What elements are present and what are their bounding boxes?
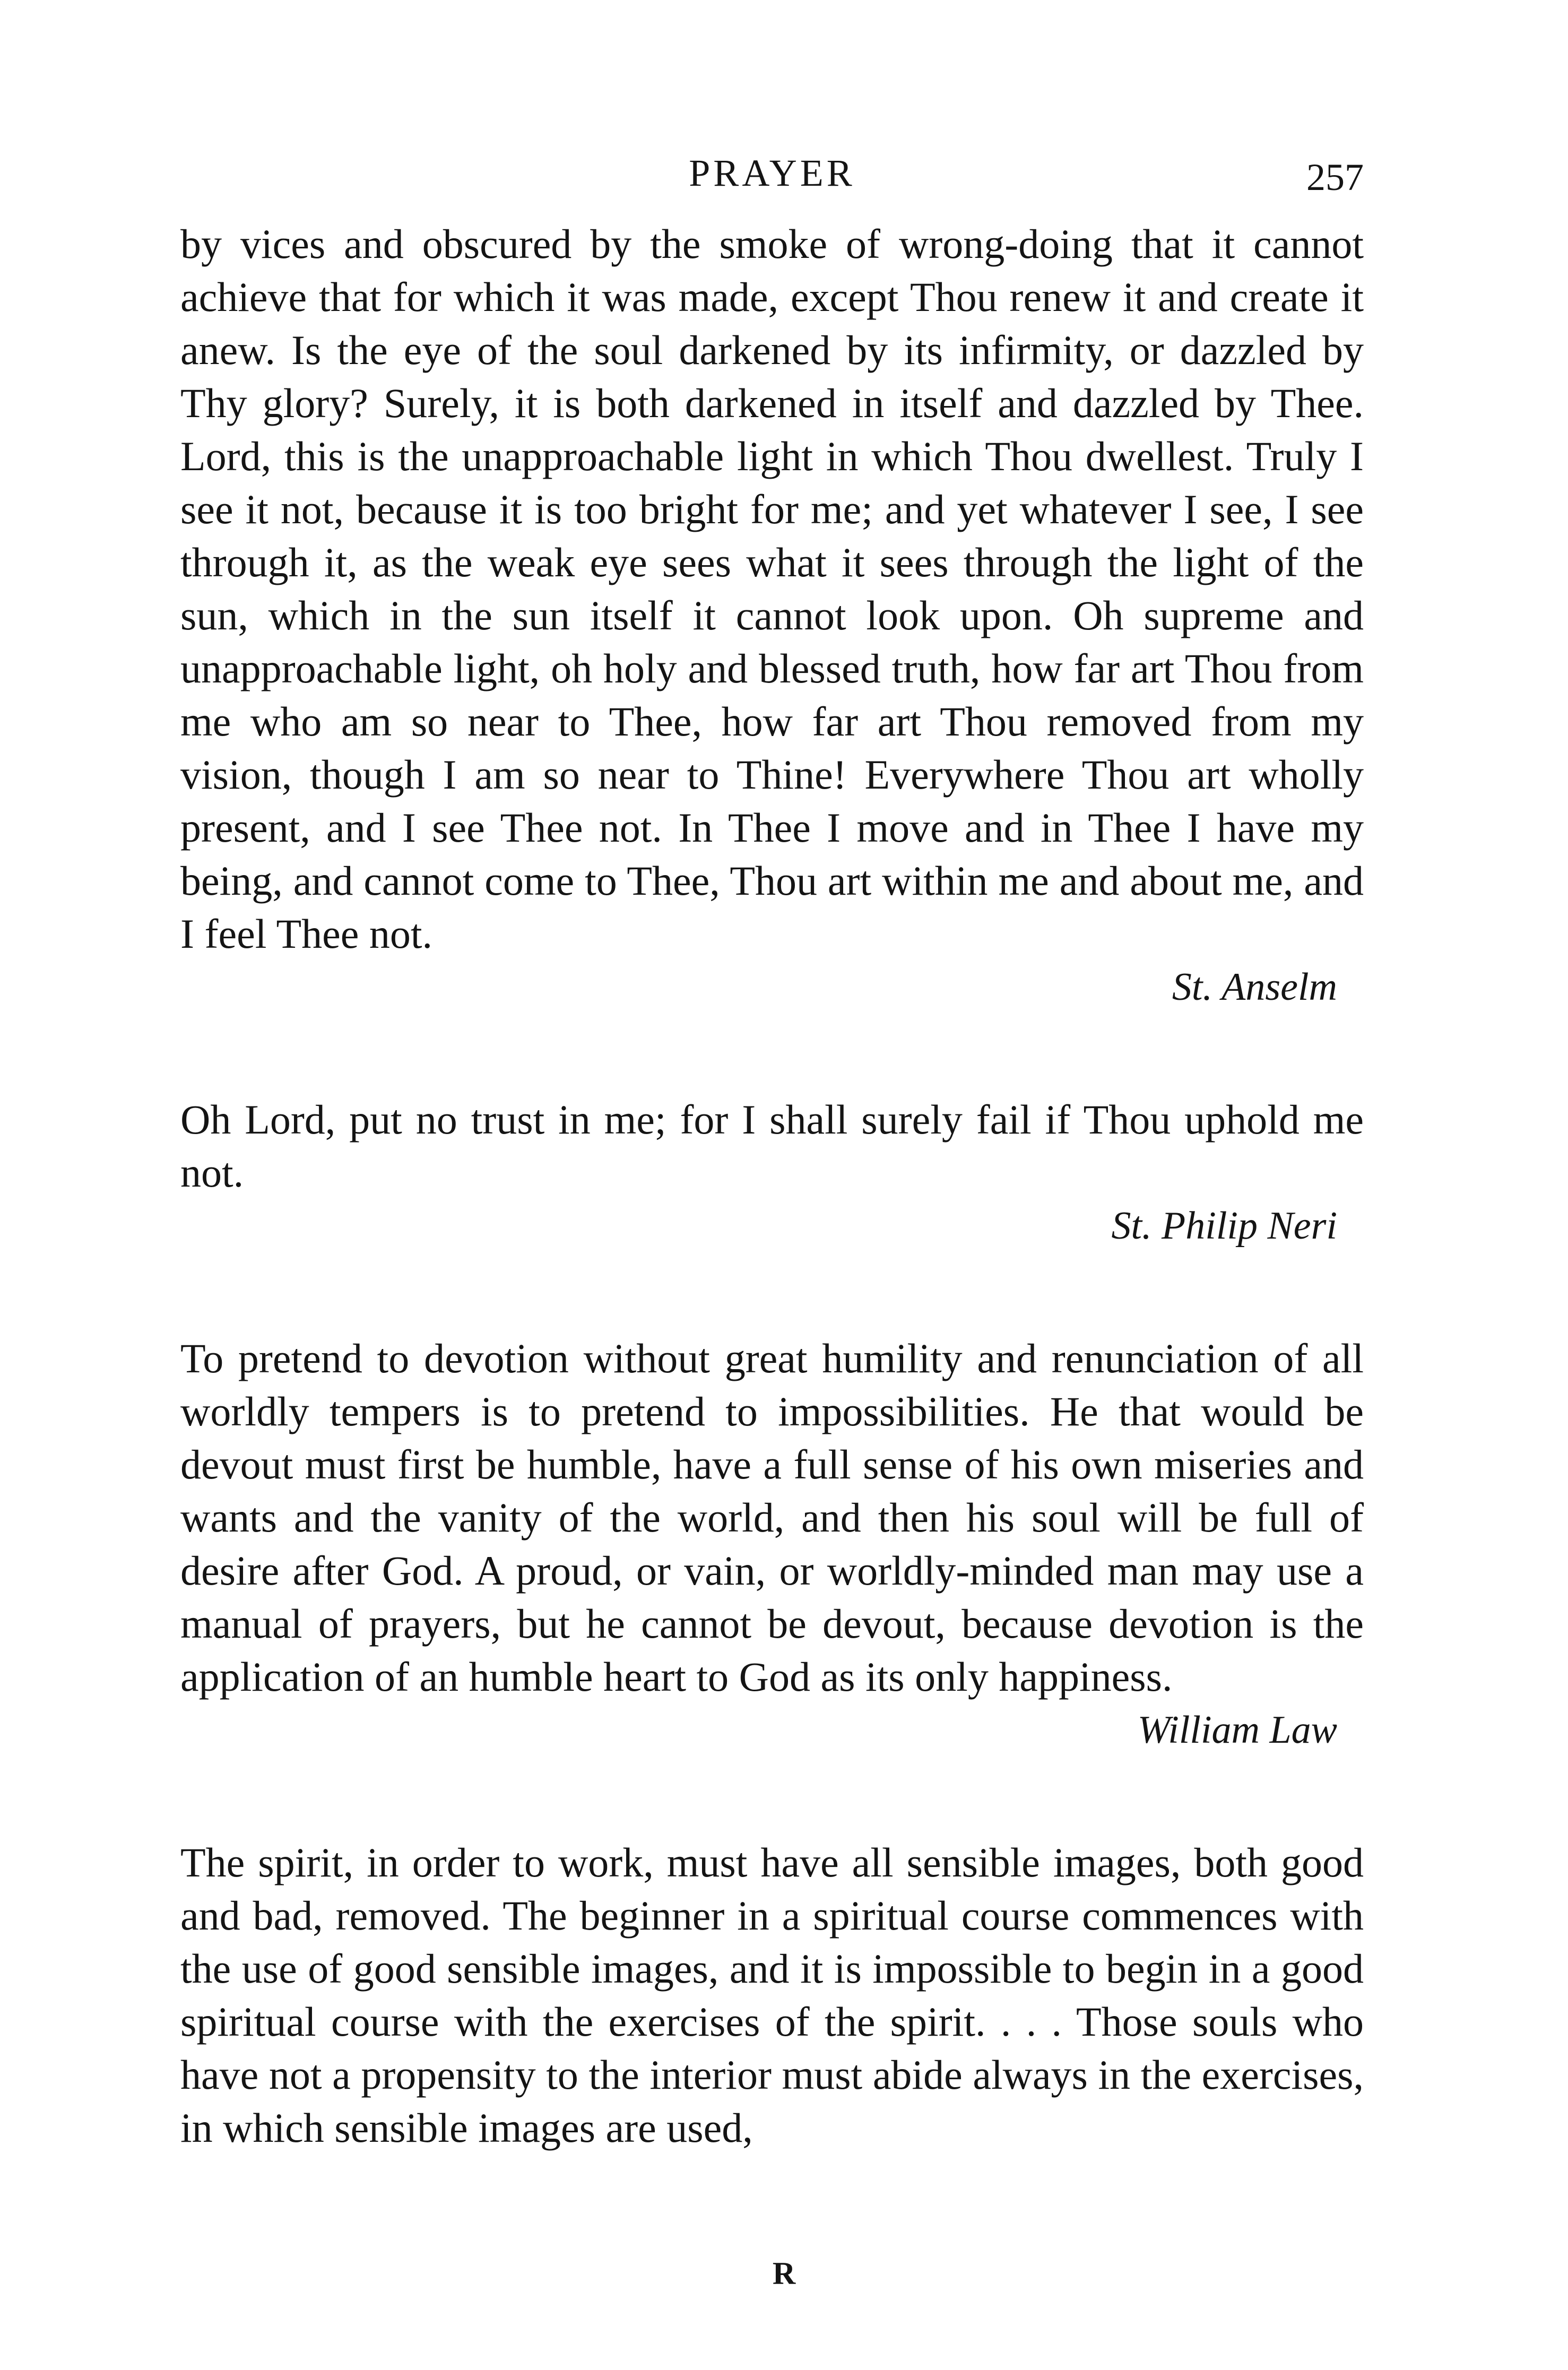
running-title: PRAYER (689, 152, 855, 194)
passage-divider (180, 1757, 1364, 1836)
passage-neri: Oh Lord, put no trust in me; for I shall surely fail if Thou uphold me not. (180, 1096, 1364, 1196)
passage-divider (180, 1252, 1364, 1332)
text-block (180, 218, 1364, 2155)
passage-anselm: by vices and obscured by the smoke of wrong-doing that it cannot achieve that for which it was made, except Thou renew it and create it anew. Is the eye of the soul darkened by its infirmity, or dazzled by Thy glory? Surely, it is both darkened in itself and dazzled by Thee. Lord, this is the unapproachable light in which Thou dwellest. Truly I see it not, because it is too bright for me; and yet whatever I see, I see through it, as the weak eye sees what it sees through the light of the sun, which in the sun itself it cannot look upon. Oh supreme and unapproachable light, oh holy and blessed truth, how far art Thou from me who am so near to Thee, how far art Thou removed from my vision, though I am so near to Thine! Everywhere Thou art wholly present, and I see Thee not. In Thee I move and in Thee I have my being, and cannot come to Thee, Thou art within me and about me, and I feel Thee not. (180, 221, 1364, 957)
signature-mark: R (772, 2256, 796, 2291)
passage-spiritual-course: The spirit, in order to work, must have all sensible images, both good and bad, removed. The beginner in a spiritual course commences with the use of good sensible images, and it is impossible to begin in a good spiritual course with the exercises of the spirit. . . . Those souls who have not a propensity to the interior must abide always in the exercises, in which sensible images are used, (180, 1839, 1364, 2151)
passage-divider (180, 1014, 1364, 1093)
running-head (180, 151, 1364, 210)
attribution-neri: St. Philip Neri (1111, 1204, 1337, 1248)
attribution-anselm: St. Anselm (1172, 965, 1337, 1009)
attribution-law: William Law (1137, 1708, 1337, 1752)
passage-law: To pretend to devotion without great humility and renunciation of all worldly tempers is to pretend to impossibilities. He that would be devout must first be humble, have a full sense of his own miseries and wants and the vanity of the world, and then his soul will be full of desire after God. A proud, or vain, or worldly-minded man may use a manual of prayers, but he cannot be devout, because devotion is the application of an humble heart to God as its only happiness. (180, 1335, 1364, 1700)
page-number: 257 (1306, 156, 1364, 198)
